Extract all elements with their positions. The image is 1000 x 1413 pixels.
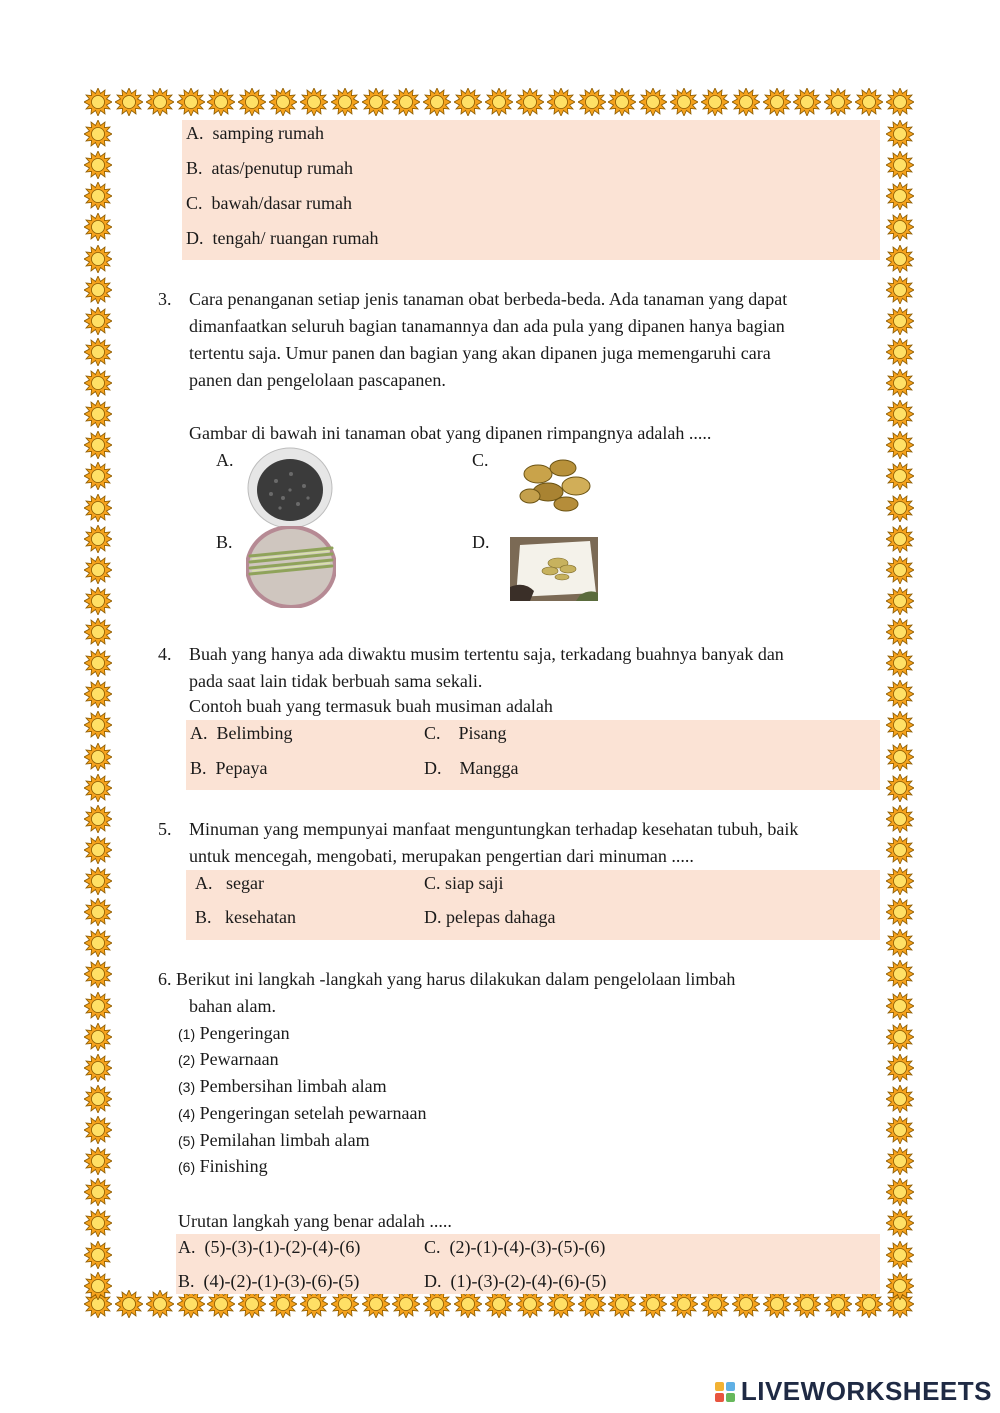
sun-icon	[269, 88, 297, 116]
lemongrass-stalks-image[interactable]	[246, 526, 336, 608]
sun-icon	[516, 88, 544, 116]
sun-icon	[84, 1116, 112, 1144]
q5-option-d[interactable]: D. pelepas dahaga	[424, 907, 556, 927]
sun-icon	[207, 88, 235, 116]
q4-text-line: Contoh buah yang termasuk buah musiman adalah	[189, 696, 553, 716]
q4-text-line: Buah yang hanya ada diwaktu musim tertentu saja, terkadang buahnya banyak dan	[189, 644, 784, 664]
sun-icon	[886, 1054, 914, 1082]
q6-step: (2) Pewarnaan	[178, 1049, 279, 1069]
q2-option-a[interactable]: A. samping rumah	[186, 123, 324, 143]
sun-icon	[84, 525, 112, 553]
sun-icon	[84, 1085, 112, 1113]
sun-icon	[238, 1290, 266, 1318]
sun-icon	[886, 805, 914, 833]
drying-leaves-image[interactable]	[510, 537, 598, 601]
sun-icon	[608, 88, 636, 116]
sun-icon	[886, 276, 914, 304]
sun-icon	[886, 960, 914, 988]
sun-icon	[886, 1272, 914, 1300]
liveworksheets-brand[interactable]	[715, 1376, 992, 1407]
sun-icon	[84, 618, 112, 646]
sun-icon	[392, 1290, 420, 1318]
sun-icon	[793, 1290, 821, 1318]
q6-step: (5) Pemilahan limbah alam	[178, 1130, 370, 1150]
sun-icon	[454, 1290, 482, 1318]
q2-option-b[interactable]: B. atas/penutup rumah	[186, 158, 353, 178]
sun-icon	[362, 1290, 390, 1318]
sun-icon	[886, 1178, 914, 1206]
q3-option-b-letter[interactable]: B.	[216, 532, 233, 552]
sun-icon	[84, 587, 112, 615]
sun-icon	[84, 556, 112, 584]
q4-option-c[interactable]: C. Pisang	[424, 723, 507, 743]
sun-icon	[886, 120, 914, 148]
sun-icon	[146, 88, 174, 116]
sun-icon	[732, 1290, 760, 1318]
sun-icon	[331, 88, 359, 116]
sun-icon	[886, 182, 914, 210]
q6-option-a[interactable]: A. (5)-(3)-(1)-(2)-(4)-(6)	[178, 1237, 361, 1257]
sun-icon	[84, 213, 112, 241]
sun-icon	[855, 1290, 883, 1318]
sun-icon	[886, 929, 914, 957]
sun-icon	[886, 1209, 914, 1237]
sun-icon	[454, 88, 482, 116]
sun-icon	[824, 1290, 852, 1318]
sun-icon	[84, 867, 112, 895]
sun-icon	[115, 1290, 143, 1318]
sun-icon	[84, 494, 112, 522]
q3-text-line: dimanfaatkan seluruh bagian tanamannya dan ada pula yang dipanen hanya bagian	[189, 316, 785, 336]
q3-text-line: tertentu saja. Umur panen dan bagian yang akan dipanen juga memengaruhi cara	[189, 343, 771, 363]
sun-icon	[84, 338, 112, 366]
sun-icon	[886, 1241, 914, 1269]
sun-icon	[886, 898, 914, 926]
sun-icon	[300, 1290, 328, 1318]
sun-icon	[886, 307, 914, 335]
sun-icon	[886, 774, 914, 802]
q5-option-b[interactable]: B. kesehatan	[195, 907, 296, 927]
sun-icon	[84, 836, 112, 864]
sun-icon	[115, 88, 143, 116]
q5-option-c[interactable]: C. siap saji	[424, 873, 504, 893]
sun-icon	[84, 774, 112, 802]
sun-icon	[886, 1116, 914, 1144]
q2-option-d[interactable]: D. tengah/ ruangan rumah	[186, 228, 379, 248]
sun-icon	[84, 1272, 112, 1300]
q6-option-b[interactable]: B. (4)-(2)-(1)-(3)-(6)-(5)	[178, 1271, 360, 1291]
sun-icon	[485, 1290, 513, 1318]
q4-option-b[interactable]: B. Pepaya	[190, 758, 268, 778]
sun-icon	[886, 711, 914, 739]
left-sun-border	[84, 120, 112, 1300]
bottom-sun-border	[84, 1290, 914, 1318]
sun-icon	[578, 1290, 606, 1318]
q3-text-line: panen dan pengelolaan pascapanen.	[189, 370, 446, 390]
q5-number: 5.	[158, 819, 172, 839]
sun-icon	[886, 743, 914, 771]
sun-icon	[84, 245, 112, 273]
q3-number: 3.	[158, 289, 172, 309]
sun-icon	[84, 276, 112, 304]
sun-icon	[84, 88, 112, 116]
sun-icon	[423, 88, 451, 116]
sun-icon	[886, 1085, 914, 1113]
sun-icon	[238, 88, 266, 116]
sun-icon	[84, 743, 112, 771]
seeds-image[interactable]	[246, 446, 334, 530]
sun-icon	[84, 960, 112, 988]
sun-icon	[886, 992, 914, 1020]
top-sun-border	[84, 88, 914, 116]
sun-icon	[886, 525, 914, 553]
sun-icon	[886, 338, 914, 366]
sun-icon	[84, 898, 112, 926]
q6-step: (4) Pengeringan setelah pewarnaan	[178, 1103, 427, 1123]
sun-icon	[886, 587, 914, 615]
sun-icon	[886, 556, 914, 584]
sun-icon	[84, 1241, 112, 1269]
sun-icon	[423, 1290, 451, 1318]
sun-icon	[84, 1178, 112, 1206]
sun-icon	[886, 151, 914, 179]
sun-icon	[331, 1290, 359, 1318]
sun-icon	[547, 1290, 575, 1318]
sun-icon	[886, 680, 914, 708]
sun-icon	[608, 1290, 636, 1318]
sun-icon	[886, 1147, 914, 1175]
sun-icon	[886, 867, 914, 895]
sun-icon	[177, 1290, 205, 1318]
sun-icon	[84, 680, 112, 708]
sun-icon	[84, 1209, 112, 1237]
sun-icon	[84, 462, 112, 490]
sun-icon	[547, 88, 575, 116]
sun-icon	[886, 245, 914, 273]
q5-text-line: untuk mencegah, mengobati, merupakan pengertian dari minuman .....	[189, 846, 694, 866]
sun-icon	[886, 618, 914, 646]
sun-icon	[84, 649, 112, 677]
q3-option-a-letter[interactable]: A.	[216, 450, 234, 470]
sun-icon	[84, 805, 112, 833]
q6-text-line: bahan alam.	[189, 996, 276, 1016]
sun-icon	[84, 307, 112, 335]
sun-icon	[701, 1290, 729, 1318]
q3-question: Gambar di bawah ini tanaman obat yang dipanen rimpangnya adalah .....	[189, 423, 712, 443]
q4-text-line: pada saat lain tidak berbuah sama sekali.	[189, 671, 483, 691]
q3-option-c-letter[interactable]: C.	[472, 450, 489, 470]
sun-icon	[84, 1054, 112, 1082]
sun-icon	[578, 88, 606, 116]
sun-icon	[362, 88, 390, 116]
sun-icon	[516, 1290, 544, 1318]
q6-step: (6) Finishing	[178, 1156, 268, 1176]
q3-text-line: Cara penanganan setiap jenis tanaman obat berbeda-beda. Ada tanaman yang dapat	[189, 289, 788, 309]
sun-icon	[84, 1023, 112, 1051]
q4-option-d[interactable]: D. Mangga	[424, 758, 519, 778]
sun-icon	[300, 88, 328, 116]
sun-icon	[763, 1290, 791, 1318]
sun-icon	[84, 1147, 112, 1175]
sun-icon	[639, 1290, 667, 1318]
sun-icon	[886, 431, 914, 459]
sun-icon	[207, 1290, 235, 1318]
sun-icon	[670, 88, 698, 116]
sun-icon	[392, 88, 420, 116]
sun-icon	[485, 88, 513, 116]
q5-option-a[interactable]: A. segar	[195, 873, 264, 893]
sun-icon	[84, 711, 112, 739]
sun-icon	[639, 88, 667, 116]
q6-option-c[interactable]: C. (2)-(1)-(4)-(3)-(5)-(6)	[424, 1237, 606, 1257]
sun-icon	[886, 649, 914, 677]
q4-number: 4.	[158, 644, 172, 664]
q4-option-a[interactable]: A. Belimbing	[190, 723, 293, 743]
sun-icon	[84, 400, 112, 428]
q6-step: (3) Pembersihan limbah alam	[178, 1076, 387, 1096]
sun-icon	[886, 369, 914, 397]
sun-icon	[269, 1290, 297, 1318]
sun-icon	[886, 836, 914, 864]
liveworksheets-logo-icon	[715, 1382, 735, 1402]
sun-icon	[886, 88, 914, 116]
sun-icon	[763, 88, 791, 116]
sun-icon	[84, 992, 112, 1020]
q6-question: Urutan langkah yang benar adalah .....	[178, 1211, 452, 1231]
sun-icon	[84, 929, 112, 957]
sun-icon	[886, 400, 914, 428]
sun-icon	[886, 213, 914, 241]
q5-text-line: Minuman yang mempunyai manfaat menguntungkan terhadap kesehatan tubuh, baik	[189, 819, 799, 839]
sun-icon	[886, 1023, 914, 1051]
rhizome-roots-image[interactable]	[508, 446, 602, 520]
sun-icon	[84, 151, 112, 179]
q6-text-line: 6. Berikut ini langkah -langkah yang harus dilakukan dalam pengelolaan limbah	[158, 969, 736, 989]
sun-icon	[732, 88, 760, 116]
sun-icon	[824, 88, 852, 116]
sun-icon	[670, 1290, 698, 1318]
q3-option-d-letter[interactable]: D.	[472, 532, 490, 552]
q6-step: (1) Pengeringan	[178, 1023, 290, 1043]
sun-icon	[793, 88, 821, 116]
sun-icon	[146, 1290, 174, 1318]
sun-icon	[855, 88, 883, 116]
sun-icon	[84, 120, 112, 148]
sun-icon	[84, 369, 112, 397]
right-sun-border	[886, 120, 914, 1300]
sun-icon	[177, 88, 205, 116]
q6-option-d[interactable]: D. (1)-(3)-(2)-(4)-(6)-(5)	[424, 1271, 607, 1291]
sun-icon	[84, 182, 112, 210]
sun-icon	[701, 88, 729, 116]
sun-icon	[886, 462, 914, 490]
brand-name: LIVEWORKSHEETS	[740, 1376, 992, 1406]
q2-option-c[interactable]: C. bawah/dasar rumah	[186, 193, 352, 213]
sun-icon	[84, 431, 112, 459]
sun-icon	[886, 494, 914, 522]
